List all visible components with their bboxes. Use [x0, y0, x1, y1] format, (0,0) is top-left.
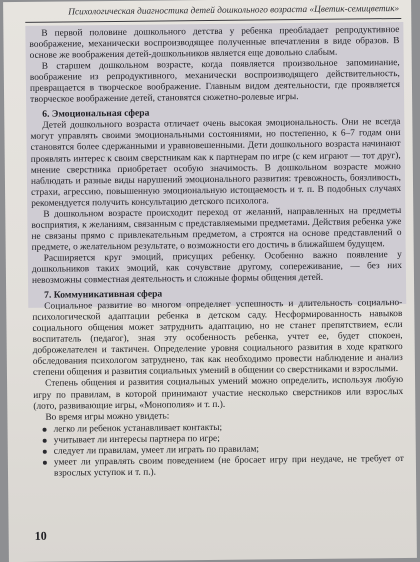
list-item: [34, 454, 404, 480]
paragraph-imagination-2: В старшем дошкольном возрасте, когда появляется произвольное запоминание, воображение из репродуктивного, механически воспроизводящего действительность, превращается в творческое воображение. Главным видом деятельности, где проявляется творческое воображение детей, становятся сюжетно-ролевые игры.: [29, 58, 401, 106]
paragraph-communicative-3: Во время игры можно увидеть:: [45, 411, 170, 423]
bullet-icon: [43, 461, 47, 465]
section-heading-emotional: 6. Эмоциональная сфера: [42, 107, 150, 121]
bullet-icon: [43, 428, 47, 432]
paragraph-emotional-1: Детей дошкольного возраста отличает очень высокая эмоциональность. Они не всегда могут управлять своими эмоциональными состояниями, но постепенно, к 6–7 годам они становятся более сдержанными и уравновешенными. Дети дошкольного возраста начинают проявлять интерес к своим сверстникам как к партнерам по игре (с кем играют — тот друг), мнение сверстника приобретает особую значимость. В дошкольном возрасте можно наблюдать и разные виды нарушений эмоционального развития: тревожность, боязливость, страхи, агрессию, повышенную эмоциональную истощаемость и т. п. В подобных случаях рекомендуется получить консультацию детского психолога.: [30, 117, 402, 209]
list-item-text: умеет ли управлять своим поведением (не бросает игру при неудаче, не требует от взрослых уступок и т. п.).: [53, 453, 404, 479]
paragraph-imagination-1: В первой половине дошкольного детства у ребенка преобладает репродуктивное воображение, механически воспроизводящее полученные впечатления в виде образов. В основе же воображения детей-дошкольников является еще довольно слабым.: [29, 25, 400, 61]
list-item-text: легко ли ребенок устанавливает контакты;: [53, 422, 223, 435]
paragraph-emotional-2: В дошкольном возрасте происходит переход от желаний, направленных на предметы восприятия, к желаниям, связанным с представляемыми предметами. Действия ребенка уже не связаны прямо с привлекательным предметом, а строятся на основе представлений о предмете, о желательном результате, о возможности его достичь в ближайшем будущем.: [31, 205, 402, 253]
page-number: 10: [34, 528, 47, 543]
paragraph-emotional-3: Расширяется круг эмоций, присущих ребенку. Особенно важно появление у дошкольников таких эмоций, как сочувствие другому, сопереживание, — без них невозможны совместная деятельность и сложные формы общения детей.: [31, 249, 402, 286]
list-item-text: учитывает ли интересы партнера по игре;: [53, 433, 220, 446]
page-content: [29, 25, 404, 480]
bullet-icon: [43, 439, 47, 443]
paragraph-communicative-1: Социальное развитие во многом определяет успешность и длительность социально-психологической адаптации ребенка в детском саду. Несформированность навыков социального общения может затруднить адаптацию, но не станет препятствием, если воспитатель (педагог), зная эту особенность ребенка, учтет ее, будет спокоен, доброжелателен и тактичен. Определение уровня социального развития в ходе краткого обследования психологом затруднено, так как необходимо провести наблюдение и анализ степени общения и развития социальных умений в общении со сверстниками и взрослыми.: [32, 298, 403, 379]
running-header: Психологическая диагностика детей дошкольного возраста «Цветик-семицветик»: [68, 4, 400, 18]
observation-list: [34, 421, 405, 480]
bullet-icon: [43, 450, 47, 454]
book-page: [3, 0, 417, 562]
section-heading-communicative: 7. Коммуникативная сфера: [44, 288, 163, 301]
list-item-text: следует ли правилам, умеет ли играть по правилам;: [53, 444, 259, 457]
paragraph-communicative-2: Степень общения и развития социальных умений можно определить, используя любую игру по правилам, в которой принимают участие несколько сверстников или взрослых (лото, развивающие игры, «Монополия» и т. п.).: [33, 375, 404, 412]
